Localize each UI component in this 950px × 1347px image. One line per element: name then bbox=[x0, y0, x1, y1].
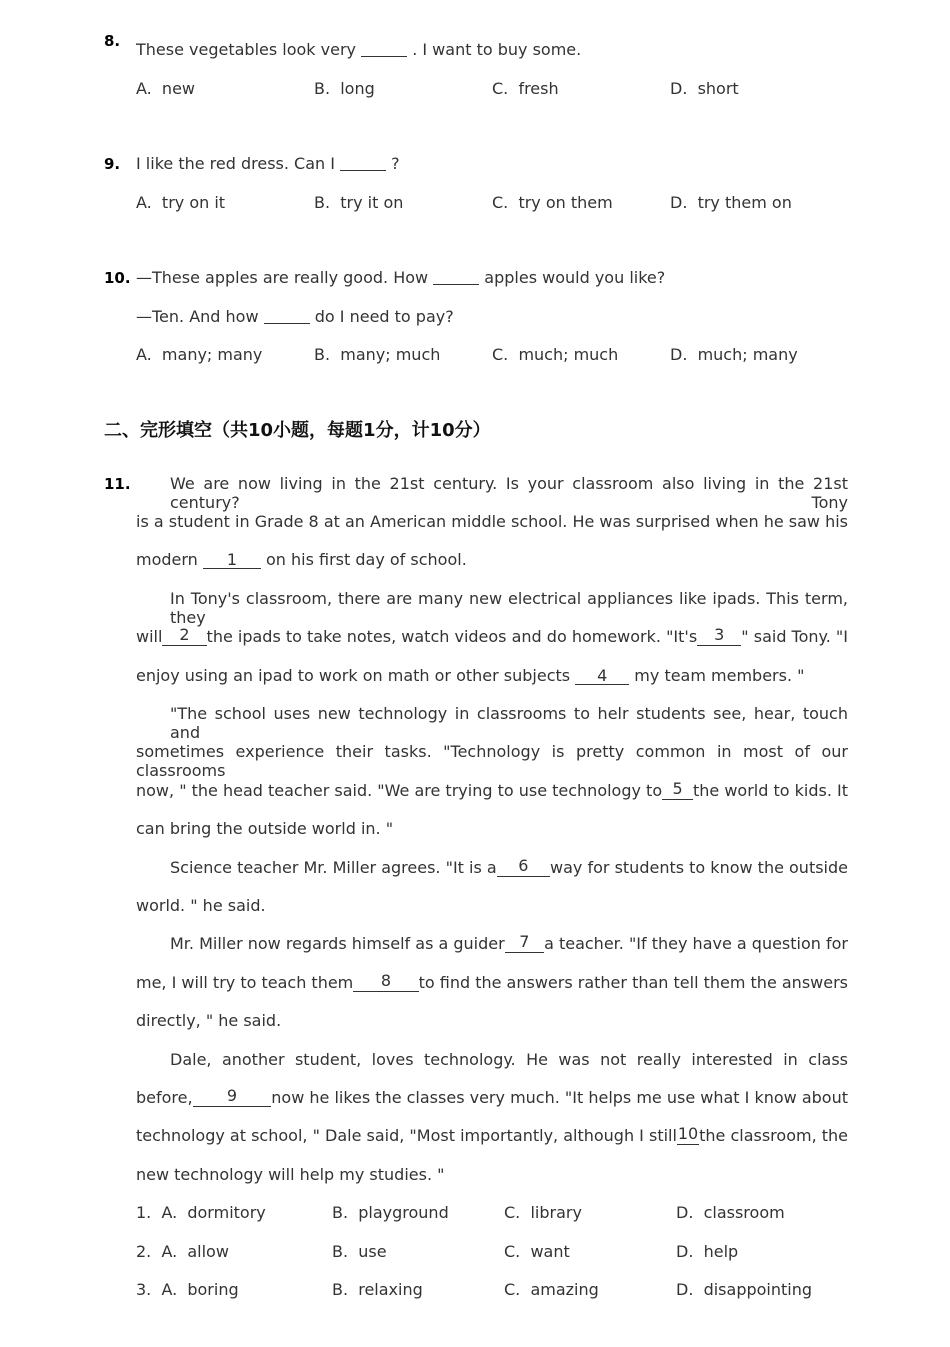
question-number: 8. bbox=[104, 32, 121, 50]
section-heading: 二、完形填空（共10小题，每题1分，计10分） bbox=[104, 420, 491, 441]
cloze-option-row: 1. A. dormitory bbox=[136, 1203, 266, 1222]
stem-text: These vegetables look very bbox=[136, 40, 357, 59]
question-number: 10. bbox=[104, 269, 131, 287]
option-b[interactable]: B. long bbox=[314, 79, 375, 98]
option-a[interactable]: A. try on it bbox=[136, 193, 226, 212]
numbered-blank: 9 bbox=[193, 1088, 272, 1107]
question-stem bbox=[136, 40, 581, 59]
option-d[interactable]: D. help bbox=[676, 1242, 739, 1261]
numbered-blank: 8 bbox=[353, 973, 418, 992]
passage-line: can bring the outside world in. " bbox=[136, 819, 394, 838]
option-d[interactable]: D. short bbox=[670, 79, 739, 98]
option-b[interactable]: B. many; much bbox=[314, 345, 441, 364]
numbered-blank: 5 bbox=[662, 781, 693, 800]
option-a[interactable]: A. allow bbox=[161, 1242, 229, 1261]
numbered-blank: 7 bbox=[505, 934, 544, 953]
passage-line: is a student in Grade 8 at an American middle school. He was surprised when he saw his bbox=[136, 512, 848, 531]
stem-text: do I need to pay? bbox=[314, 307, 454, 326]
question-stem bbox=[136, 268, 665, 287]
stem-text: I like the red dress. Can I bbox=[136, 154, 335, 173]
passage-line: directly, " he said. bbox=[136, 1011, 282, 1030]
option-c[interactable]: C. much; much bbox=[492, 345, 619, 364]
passage-line: In Tony's classroom, there are many new electrical appliances like ipads. This term, they bbox=[170, 589, 848, 627]
passage-line: Dale, another student, loves technology. He was not really interested in class bbox=[170, 1050, 848, 1069]
question-stem bbox=[136, 307, 454, 326]
stem-text: —These apples are really good. How bbox=[136, 268, 429, 287]
stem-text: apples would you like? bbox=[484, 268, 666, 287]
passage-line: sometimes experience their tasks. "Technology is pretty common in most of our classrooms bbox=[136, 742, 848, 780]
option-b[interactable]: B. use bbox=[332, 1242, 387, 1261]
numbered-blank: 10 bbox=[677, 1124, 699, 1143]
numbered-blank: 4 bbox=[575, 668, 629, 685]
passage-line: technology at school, " Dale said, "Most importantly, although I still 10 the classroom, the bbox=[136, 1124, 848, 1145]
passage-line: We are now living in the 21st century. Is your classroom also living in the 21st century? Tony bbox=[170, 474, 848, 512]
passage-line: Science teacher Mr. Miller agrees. "It is a 6 way for students to know the outside bbox=[170, 856, 848, 877]
question-stem bbox=[136, 154, 400, 173]
option-b[interactable]: B. relaxing bbox=[332, 1280, 423, 1299]
numbered-blank: 2 bbox=[162, 627, 206, 646]
passage-line: before, 9 now he likes the classes very much. "It helps me use what I know about bbox=[136, 1086, 848, 1107]
option-c[interactable]: C. library bbox=[504, 1203, 582, 1222]
option-c[interactable]: C. fresh bbox=[492, 79, 559, 98]
option-a[interactable]: A. boring bbox=[161, 1280, 239, 1299]
passage-line: modern 1 on his first day of school. bbox=[136, 550, 467, 569]
answer-blank bbox=[264, 322, 310, 324]
passage-line: world. " he said. bbox=[136, 896, 266, 915]
question-number: 9. bbox=[104, 155, 121, 173]
answer-blank bbox=[340, 169, 386, 171]
answer-blank bbox=[361, 55, 407, 57]
stem-text: —Ten. And how bbox=[136, 307, 259, 326]
option-d[interactable]: D. try them on bbox=[670, 193, 792, 212]
option-d[interactable]: D. much; many bbox=[670, 345, 798, 364]
numbered-blank: 6 bbox=[497, 858, 550, 877]
passage-line: now, " the head teacher said. "We are trying to use technology to 5 the world to kids. It bbox=[136, 779, 848, 800]
cloze-option-row: 2. A. allow bbox=[136, 1242, 229, 1261]
option-c[interactable]: C. want bbox=[504, 1242, 570, 1261]
passage-line: Mr. Miller now regards himself as a guider 7 a teacher. "If they have a question for bbox=[170, 932, 848, 953]
option-c[interactable]: C. try on them bbox=[492, 193, 613, 212]
option-b[interactable]: B. playground bbox=[332, 1203, 449, 1222]
option-a[interactable]: A. many; many bbox=[136, 345, 263, 364]
option-a[interactable]: A. dormitory bbox=[161, 1203, 266, 1222]
numbered-blank: 3 bbox=[697, 627, 741, 646]
stem-text: ? bbox=[391, 154, 400, 173]
cloze-option-row: 3. A. boring bbox=[136, 1280, 239, 1299]
option-c[interactable]: C. amazing bbox=[504, 1280, 599, 1299]
passage-line: will 2 the ipads to take notes, watch videos and do homework. "It's 3 " said Tony. "I bbox=[136, 625, 848, 646]
option-d[interactable]: D. disappointing bbox=[676, 1280, 813, 1299]
question-number: 11. bbox=[104, 475, 131, 493]
option-d[interactable]: D. classroom bbox=[676, 1203, 785, 1222]
answer-blank bbox=[433, 283, 479, 285]
passage-line: me, I will try to teach them 8 to find the answers rather than tell them the answers bbox=[136, 971, 848, 992]
option-b[interactable]: B. try it on bbox=[314, 193, 404, 212]
numbered-blank: 1 bbox=[203, 552, 261, 569]
passage-line: enjoy using an ipad to work on math or other subjects 4 my team members. " bbox=[136, 666, 805, 685]
passage-line: "The school uses new technology in classrooms to helr students see, hear, touch and bbox=[170, 704, 848, 742]
stem-text: . I want to buy some. bbox=[412, 40, 582, 59]
option-a[interactable]: A. new bbox=[136, 79, 195, 98]
passage-line: new technology will help my studies. " bbox=[136, 1165, 445, 1184]
